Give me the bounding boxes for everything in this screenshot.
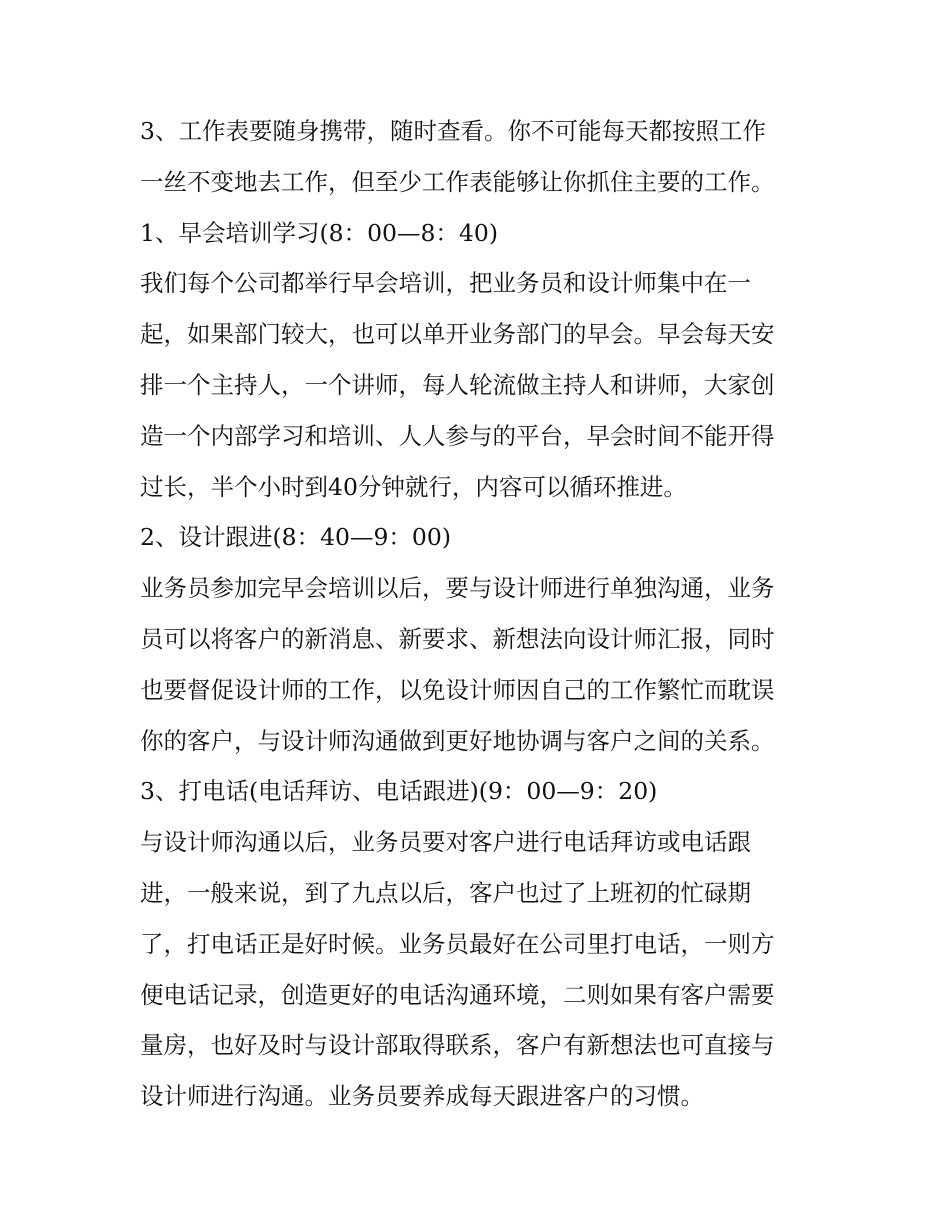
section-heading: 1、早会培训学习(8：00—8：40) — [140, 218, 498, 247]
text-line: 也要督促设计师的工作，以免设计师因自己的工作繁忙而耽误 — [140, 675, 775, 704]
section-heading: 2、设计跟进(8：40—9：00) — [140, 523, 451, 552]
text-line: 量房，也好及时与设计部取得联系，客户有新想法也可直接与 — [140, 1031, 775, 1060]
text-line: 设计师进行沟通。业务员要养成每天跟进客户的习惯。 — [140, 1082, 704, 1111]
text-line: 与设计师沟通以后，业务员要对客户进行电话拜访或电话跟 — [140, 828, 751, 857]
text-line: 起，如果部门较大，也可以单开业务部门的早会。早会每天安 — [140, 320, 775, 349]
text-line: 一丝不变地去工作，但至少工作表能够让你抓住主要的工作。 — [140, 167, 775, 196]
text-line: 排一个主持人，一个讲师，每人轮流做主持人和讲师，大家创 — [140, 370, 775, 399]
text-line: 造一个内部学习和培训、人人参与的平台，早会时间不能开得 — [140, 421, 775, 450]
text-line: 了，打电话正是好时候。业务员最好在公司里打电话，一则方 — [140, 929, 775, 958]
text-line: 便电话记录，创造更好的电话沟通环境，二则如果有客户需要 — [140, 980, 775, 1009]
text-line: 我们每个公司都举行早会培训，把业务员和设计师集中在一 — [140, 269, 751, 298]
text-line: 过长，半个小时到40分钟就行，内容可以循环推进。 — [140, 472, 687, 501]
text-line: 进，一般来说，到了九点以后，客户也过了上班初的忙碌期 — [140, 878, 751, 907]
text-line: 员可以将客户的新消息、新要求、新想法向设计师汇报，同时 — [140, 624, 775, 653]
text-line: 你的客户，与设计师沟通做到更好地协调与客户之间的关系。 — [140, 726, 775, 755]
section-heading: 3、打电话(电话拜访、电话跟进)(9：00—9：20) — [140, 777, 658, 806]
text-line: 3、工作表要随身携带，随时查看。你不可能每天都按照工作 — [140, 117, 766, 145]
text-line: 业务员参加完早会培训以后，要与设计师进行单独沟通，业务 — [140, 574, 775, 603]
document-body — [140, 106, 820, 1122]
